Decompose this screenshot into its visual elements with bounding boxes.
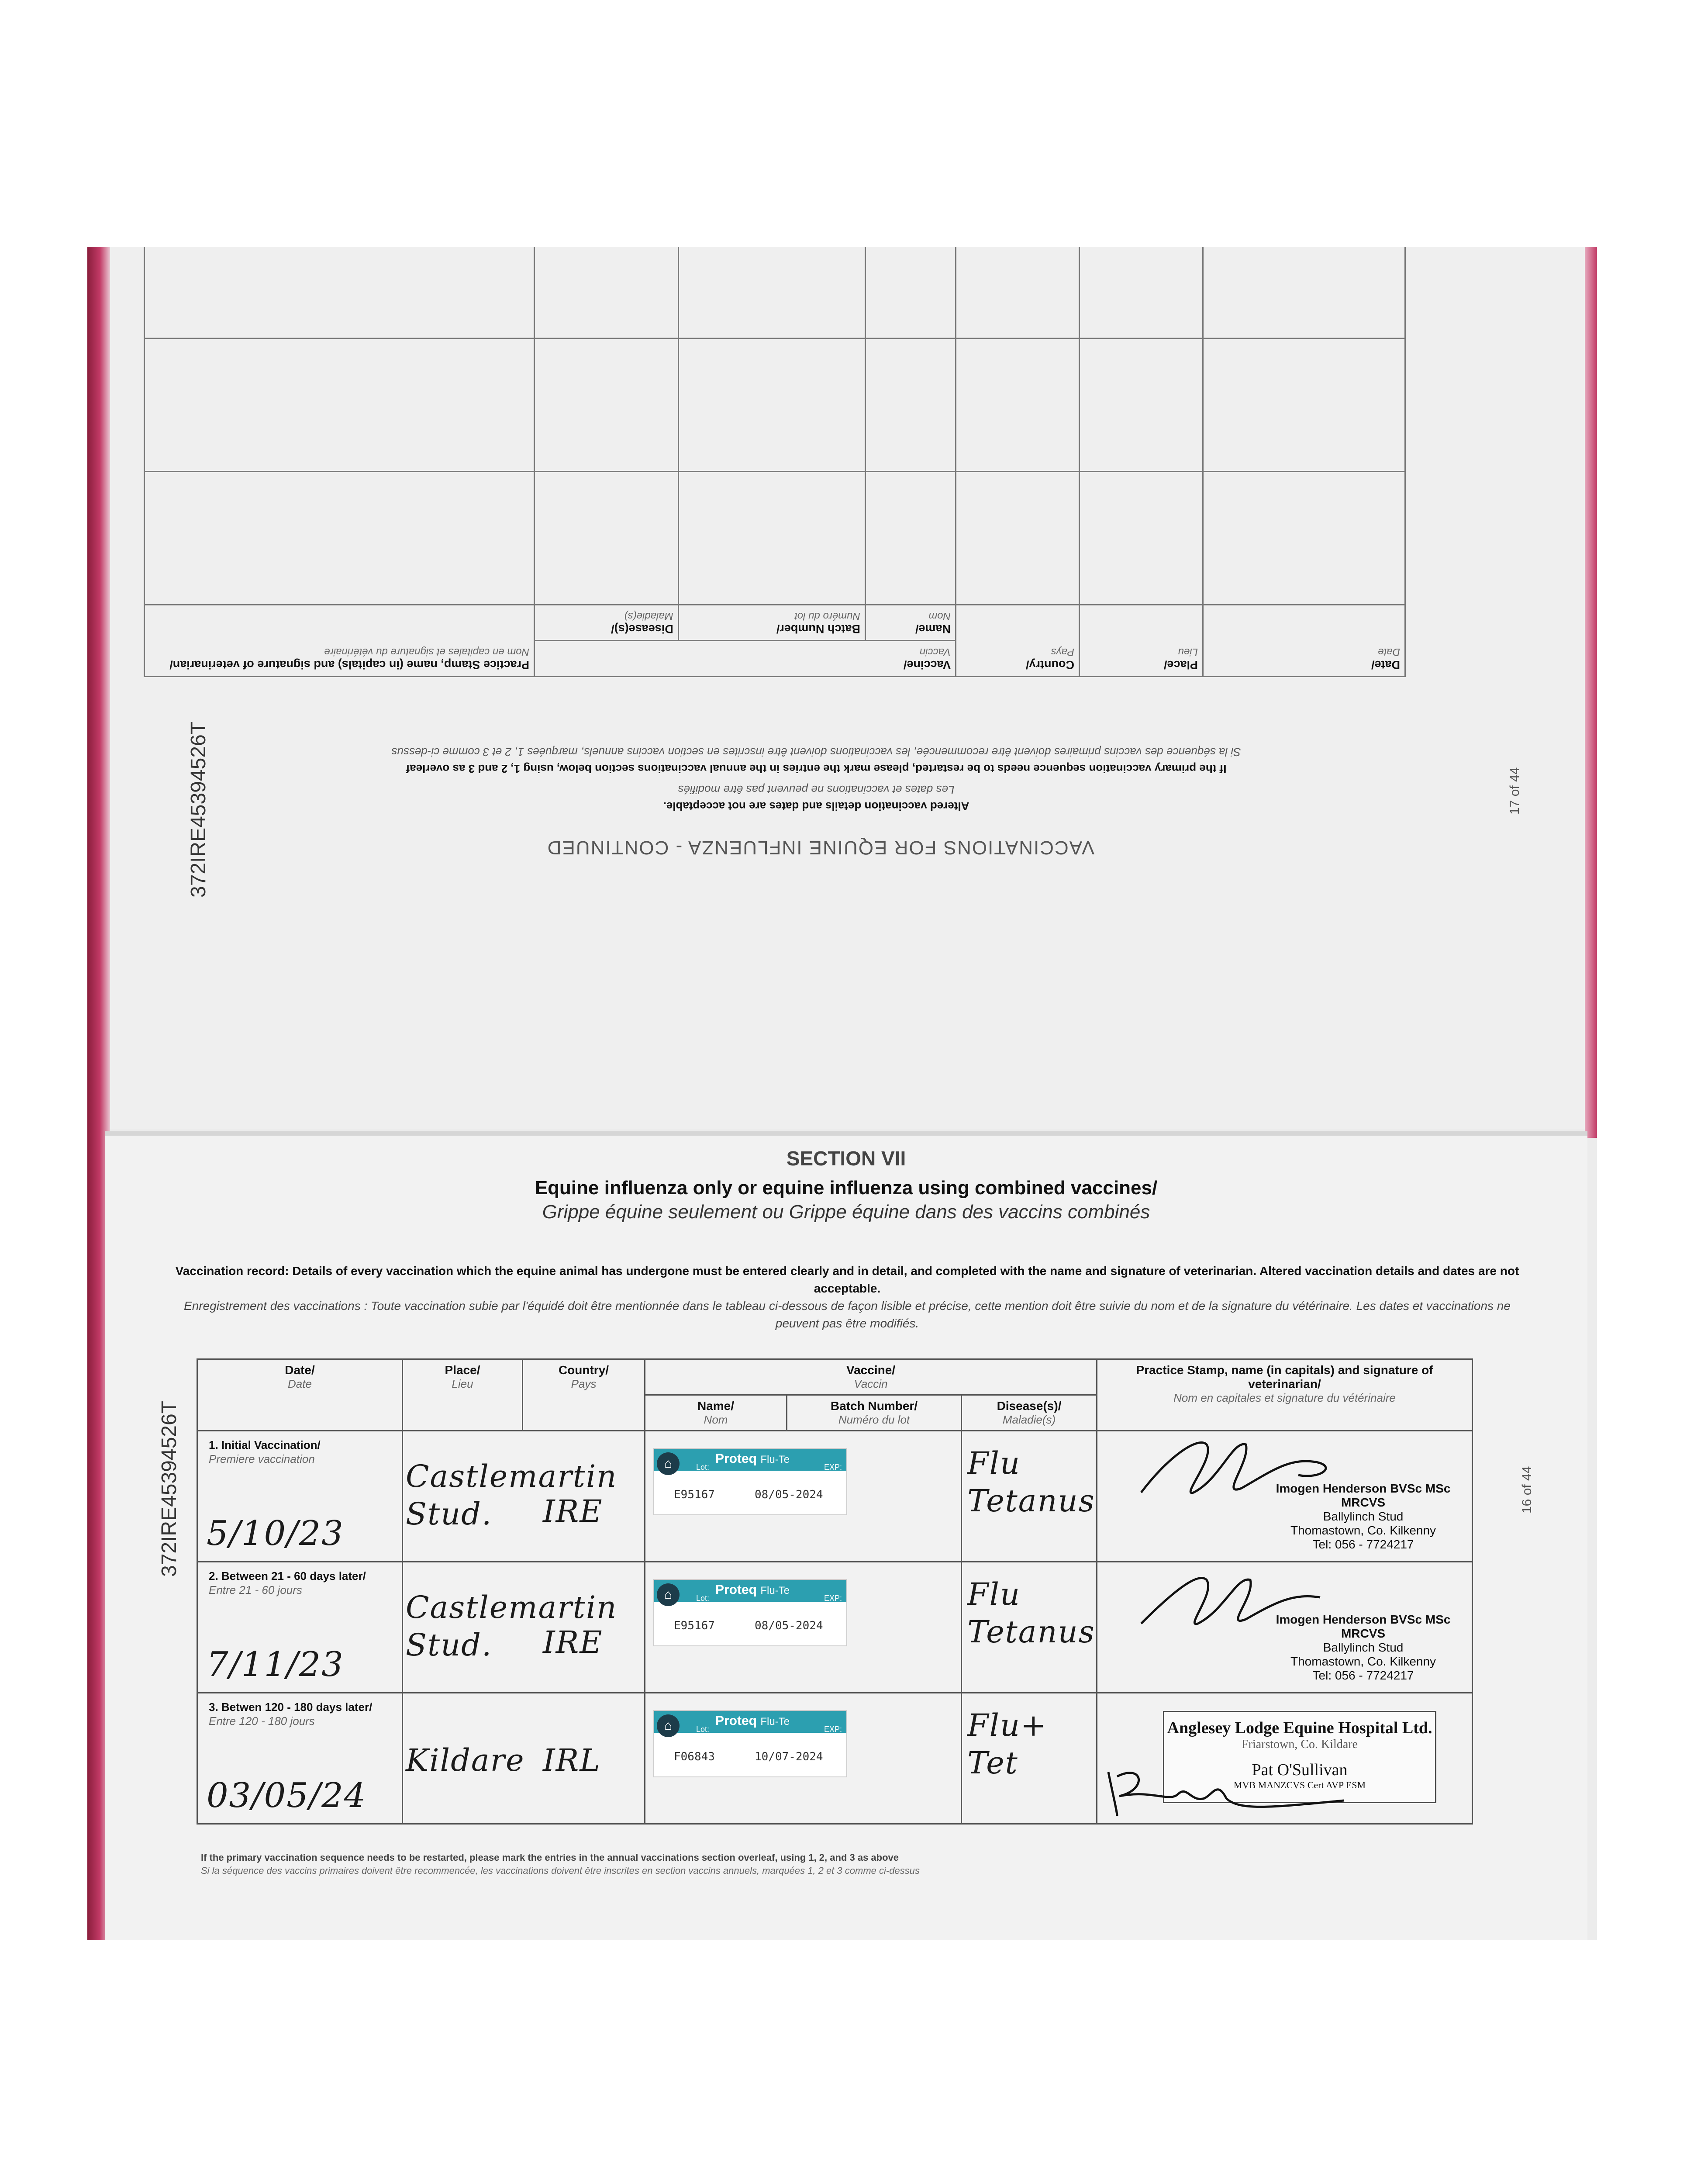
disease-cell [962, 1693, 1097, 1824]
sticker-lot-label: Lot: [696, 1594, 710, 1603]
place-country-cell [403, 1431, 645, 1562]
handwritten-country: IRL [543, 1742, 601, 1778]
record-instructions-fr: Enregistrement des vaccinations : Toute vaccination subie par l'équidé doit être mentionnée dans le tableau ci-dessous de façon lisible et précise, cette mention doit être suivie du nom et de la signature du vétérinaire. Les dates et vaccinations ne peuvent pas être modifiés. [184, 1299, 1511, 1330]
col-name: Name/ Nom [645, 1395, 787, 1431]
table-row [197, 1431, 1473, 1562]
table-row [197, 1693, 1473, 1824]
upper-col-name: Name/ Nom [865, 605, 956, 641]
disease-cell [962, 1562, 1097, 1693]
vaccine-sticker [653, 1579, 847, 1646]
sticker-brand: Proteq Flu-Te [715, 1583, 790, 1597]
row-label: 1. Initial Vaccination/ Premiere vaccination [209, 1438, 321, 1465]
sticker-batch: E95167 [674, 1619, 715, 1632]
upper-vaccination-table [144, 247, 1406, 677]
sticker-expiry: 08/05-2024 [755, 1488, 823, 1501]
vaccination-table [197, 1358, 1473, 1825]
vet-practice: Ballylinch Stud [1323, 1510, 1404, 1523]
table-row [197, 1562, 1473, 1693]
upper-col-date: Date/ Date [1203, 605, 1405, 677]
upper-table-row [145, 472, 1405, 605]
vaccine-sticker [653, 1710, 847, 1777]
stamp-address: Friarstown, Co. Kildare [1242, 1738, 1358, 1751]
upper-table-row [145, 339, 1405, 472]
row-label: 3. Betwen 120 - 180 days later/ Entre 120 - 180 jours [209, 1700, 373, 1728]
handwritten-date: 5/10/23 [207, 1514, 344, 1553]
upper-altered-fr: Les dates et vaccinations ne peuvent pas être modifiés [678, 783, 955, 796]
sticker-exp-label: EXP: [824, 1463, 842, 1472]
sticker-batch: E95167 [674, 1488, 715, 1501]
vet-tel: Tel: 056 - 7724217 [1312, 1669, 1414, 1682]
place-country-cell [403, 1562, 645, 1693]
upper-col-practice: Practice Stamp, name (in capitals) and signature of veterinarian/ Nom en capitales et signature du vétérinaire [145, 605, 535, 677]
col-disease: Disease(s)/ Maladie(s) [962, 1395, 1097, 1431]
lower-page-number: 16 of 44 [1520, 1466, 1534, 1514]
date-cell [197, 1562, 403, 1693]
upper-passport-id: 372IRE45394526T [187, 722, 210, 898]
upper-col-batch: Batch Number/ Numéro du lot [678, 605, 865, 641]
upper-altered-en: Altered vaccination details and dates are not acceptable. [663, 800, 969, 813]
handwritten-disease: Flu Tetanus [967, 1576, 1095, 1650]
vaccine-sticker [653, 1448, 847, 1515]
section-title-en: Equine influenza only or equine influenza using combined vaccines/ [535, 1177, 1158, 1199]
handwritten-place: Castlemartin Stud. [406, 1590, 618, 1663]
sticker-exp-label: EXP: [824, 1725, 842, 1734]
upper-col-place: Place/ Lieu [1080, 605, 1203, 677]
vet-address: Thomastown, Co. Kilkenny [1290, 1655, 1436, 1668]
vet-stamp [1255, 1613, 1472, 1683]
sticker-lot-label: Lot: [696, 1463, 710, 1472]
upper-restart-en: If the primary vaccination sequence needs to be restarted, please mark the entries in the annual vaccinations section below, using 1, 2 and 3 as overleaf [406, 762, 1227, 775]
sticker-expiry: 08/05-2024 [755, 1619, 823, 1632]
col-batch: Batch Number/ Numéro du lot [787, 1395, 962, 1431]
col-place: Place/ Lieu [403, 1359, 523, 1431]
stamp-hospital: Anglesey Lodge Equine Hospital Ltd. [1167, 1719, 1432, 1737]
lower-passport-id: 372IRE45394526T [158, 1401, 181, 1577]
upper-section-heading: VACCINATIONS FOR EQUINE INFLUENZA - CONTINUED [546, 837, 1095, 858]
col-practice: Practice Stamp, name (in capitals) and signature of veterinarian/ Nom en capitales et signature du vétérinaire [1097, 1359, 1473, 1431]
vet-practice: Ballylinch Stud [1323, 1641, 1404, 1654]
vet-name: Imogen Henderson BVSc MSc MRCVS [1276, 1482, 1451, 1509]
handwritten-place: Kildare [406, 1742, 525, 1778]
row-label: 2. Between 21 - 60 days later/ Entre 21 - 60 jours [209, 1569, 366, 1597]
footer-note-fr: Si la séquence des vaccins primaires doivent être recommencée, les vaccinations doivent être inscrites en section vaccins annuels, marquées 1, 2 et 3 comme ci-dessus [201, 1865, 920, 1876]
col-vaccine: Vaccine/ Vaccin [645, 1359, 1097, 1395]
upper-restart-fr: Si la séquence des vaccins primaires doivent être recommencée, les vaccinations doivent être inscrites en section vaccins annuels, marquées 1, 2 et 3 comme ci-dessus [391, 746, 1241, 759]
upper-table-row [145, 247, 1405, 339]
vet-tel: Tel: 056 - 7724217 [1312, 1538, 1414, 1551]
section-number: SECTION VII [786, 1147, 906, 1170]
col-country: Country/ Pays [523, 1359, 645, 1431]
disease-cell [962, 1431, 1097, 1562]
upper-col-vaccine: Vaccine/ Vaccin [535, 641, 956, 677]
sticker-brand: Proteq Flu-Te [715, 1451, 790, 1466]
handwritten-country: IRE [543, 1493, 603, 1529]
stamp-vet: Pat O'Sullivan [1252, 1761, 1348, 1779]
passport-cover-edge-right [1585, 247, 1597, 1138]
vaccine-label-cell [645, 1693, 962, 1824]
footer-note-en: If the primary vaccination sequence needs to be restarted, please mark the entries in the annual vaccinations section overleaf, using 1, 2, and 3 as above [201, 1852, 899, 1863]
handwritten-date: 7/11/23 [207, 1645, 344, 1684]
passport-spread [87, 247, 1597, 1940]
stamp-quals: MVB MANZCVS Cert AVP ESM [1234, 1780, 1366, 1790]
vet-address: Thomastown, Co. Kilkenny [1290, 1524, 1436, 1537]
date-cell [197, 1693, 403, 1824]
sticker-batch: F06843 [674, 1750, 715, 1763]
house-icon: ⌂ [657, 1583, 680, 1606]
sticker-expiry: 10/07-2024 [755, 1750, 823, 1763]
record-instructions-en: Vaccination record: Details of every vaccination which the equine animal has undergone must be entered clearly and in detail, and completed with the name and signature of veterinarian. Altered vaccination details and dates are not acceptable. [175, 1264, 1519, 1295]
handwritten-country: IRE [543, 1624, 603, 1660]
upper-page-number: 17 of 44 [1508, 767, 1522, 815]
sticker-brand: Proteq Flu-Te [715, 1714, 790, 1728]
vaccine-label-cell [645, 1431, 962, 1562]
col-date: Date/ Date [197, 1359, 403, 1431]
handwritten-disease: Flu Tetanus [967, 1445, 1095, 1519]
upper-col-disease: Disease(s)/ Maladie(s) [535, 605, 679, 641]
place-country-cell [403, 1693, 645, 1824]
vet-stamp [1255, 1482, 1472, 1552]
practice-cell [1097, 1693, 1473, 1824]
upper-notes [292, 744, 1340, 815]
handwritten-date: 03/05/24 [207, 1776, 367, 1815]
sticker-lot-label: Lot: [696, 1725, 710, 1734]
handwritten-place: Castlemartin Stud. [406, 1458, 618, 1532]
page-17 [110, 247, 1585, 1129]
page-17-inverted-content [110, 247, 1585, 1129]
upper-col-country: Country/ Pays [956, 605, 1080, 677]
handwritten-disease: Flu+ Tet [967, 1707, 1047, 1781]
section-title-fr: Grippe équine seulement ou Grippe équine dans des vaccins combinés [542, 1201, 1150, 1223]
page-16 [105, 1131, 1587, 1940]
practice-cell [1097, 1431, 1473, 1562]
vet-signature [1100, 1755, 1362, 1820]
practice-cell [1097, 1562, 1473, 1693]
vaccine-label-cell [645, 1562, 962, 1693]
house-icon: ⌂ [657, 1714, 680, 1737]
sticker-exp-label: EXP: [824, 1594, 842, 1603]
vet-name: Imogen Henderson BVSc MSc MRCVS [1276, 1613, 1451, 1640]
house-icon: ⌂ [657, 1452, 680, 1475]
date-cell [197, 1431, 403, 1562]
